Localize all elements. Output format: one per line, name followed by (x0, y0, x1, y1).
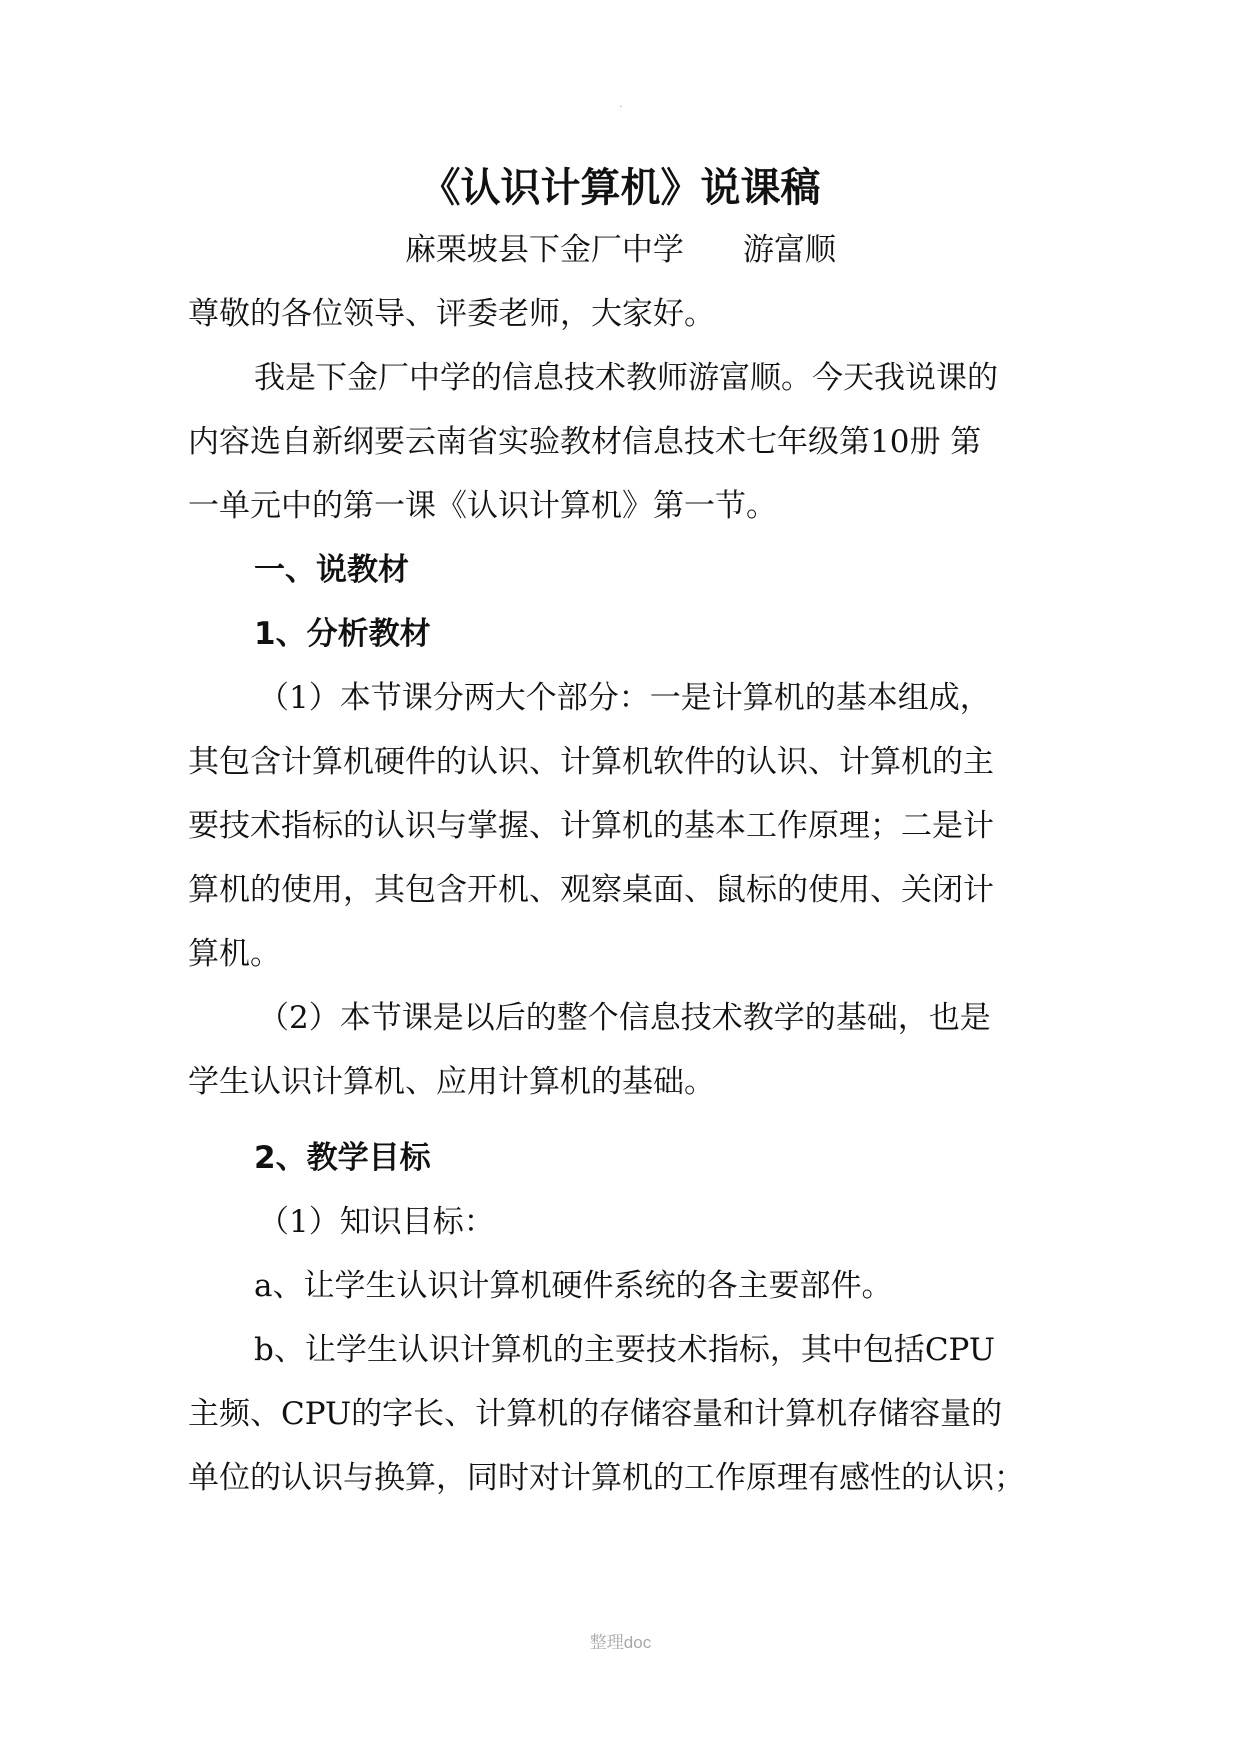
paragraph-line: 要技术指标的认识与掌握、计算机的基本工作原理；二是计 (188, 808, 994, 844)
paragraph-line: （1）本节课分两大个部分：一是计算机的基本组成， (258, 680, 991, 716)
paragraph-line: （2）本节课是以后的整个信息技术教学的基础，也是 (258, 1000, 991, 1036)
paragraph-line: 我是下金厂中学的信息技术教师游富顺。今天我说课的 (254, 360, 998, 396)
subsection-heading: 1、分析教材 (254, 616, 431, 652)
greeting: 尊敬的各位领导、评委老师，大家好。 (188, 296, 715, 332)
paragraph-line: 算机。 (188, 936, 281, 972)
paragraph-line: 单位的认识与换算，同时对计算机的工作原理有感性的认识； (188, 1460, 1025, 1496)
paragraph-line: 内容选自新纲要云南省实验教材信息技术七年级第10册 第 (188, 424, 982, 460)
author-line: 麻栗坡县下金厂中学 游富顺 (404, 232, 837, 268)
header-mark: . (619, 99, 623, 110)
paragraph-line: 一单元中的第一课《认识计算机》第一节。 (188, 488, 777, 524)
paragraph-line: 其包含计算机硬件的认识、计算机软件的认识、计算机的主 (188, 744, 994, 780)
document-title: 《认识计算机》说课稿 (420, 164, 821, 211)
subsection-heading: 2、教学目标 (254, 1140, 431, 1176)
section-heading: 一、说教材 (254, 552, 409, 588)
paragraph-line: a、让学生认识计算机硬件系统的各主要部件。 (254, 1268, 893, 1304)
paragraph-line: （1）知识目标： (258, 1204, 495, 1240)
paragraph-line: 学生认识计算机、应用计算机的基础。 (188, 1064, 715, 1100)
page-footer: 整理doc (589, 1633, 652, 1652)
paragraph-line: 主频、CPU的字长、计算机的存储容量和计算机存储容量的 (188, 1396, 1003, 1432)
paragraph-line: 算机的使用，其包含开机、观察桌面、鼠标的使用、关闭计 (188, 872, 994, 908)
paragraph-line: b、让学生认识计算机的主要技术指标，其中包括CPU (254, 1332, 996, 1368)
